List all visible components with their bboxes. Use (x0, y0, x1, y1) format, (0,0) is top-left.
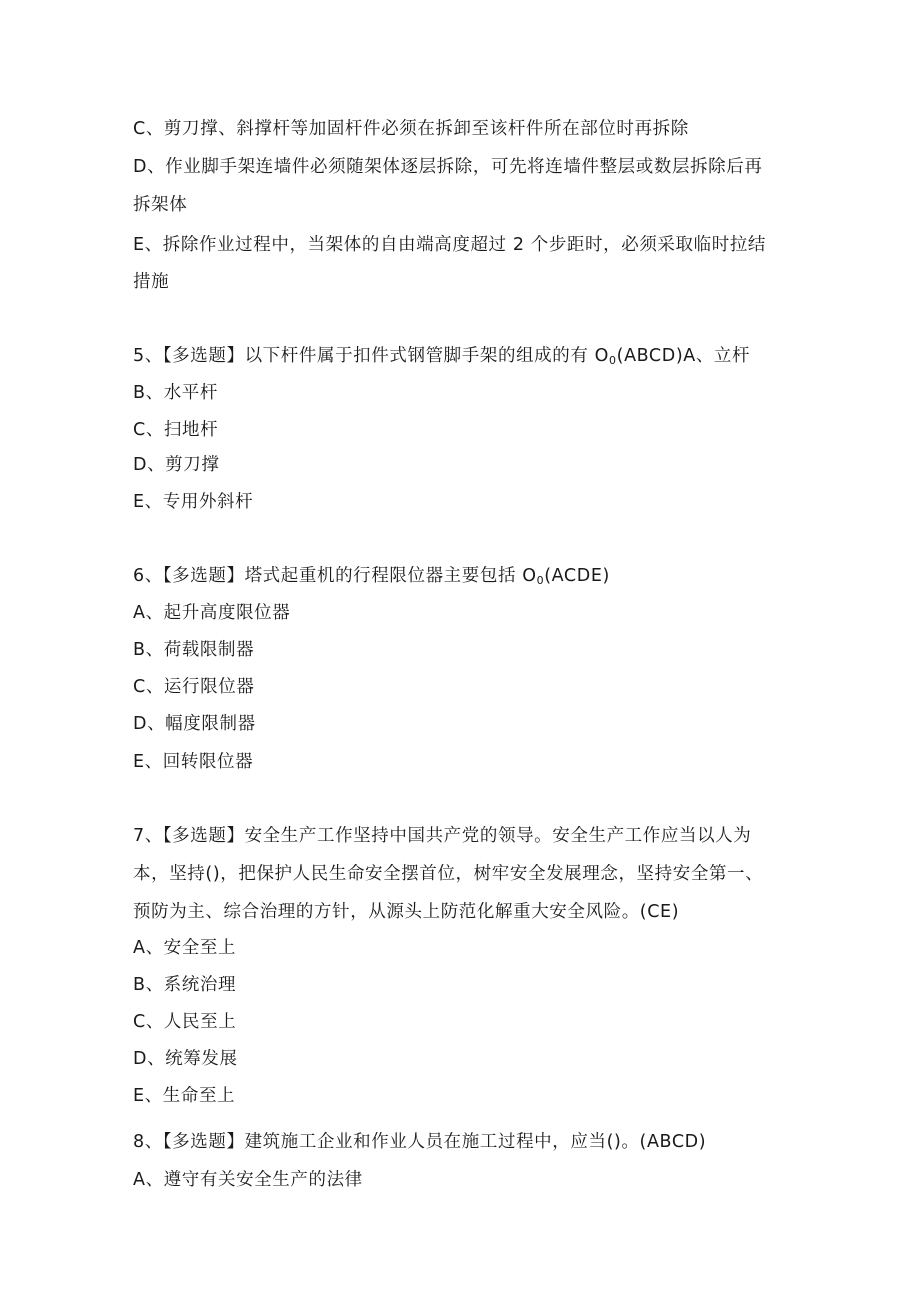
q8-stem: 8、【多选题】建筑施工企业和作业人员在施工过程中，应当()。(ABCD) (133, 1132, 707, 1152)
q8-option-a: A、遵守有关安全生产的法律 (133, 1170, 363, 1190)
q6-option-b: B、荷载限制器 (133, 640, 255, 660)
q7-stem-line1: 7、【多选题】安全生产工作坚持中国共产党的领导。安全生产工作应当以人为 (133, 826, 752, 846)
prev-option-c: C、剪刀撑、斜撑杆等加固杆件必须在拆卸至该杆件所在部位时再拆除 (133, 119, 689, 139)
q7-option-d: D、统筹发展 (133, 1049, 238, 1069)
q6-option-c: C、运行限位器 (133, 677, 255, 697)
q5-stem-pre: 5、【多选题】以下杆件属于扣件式钢管脚手架的组成的有 O (133, 346, 610, 366)
q5-option-c: C、扫地杆 (133, 420, 219, 440)
prev-option-e-line1: E、拆除作业过程中，当架体的自由端高度超过 2 个步距时，必须采取临时拉结 (133, 235, 767, 255)
q7-option-b: B、系统治理 (133, 975, 237, 995)
q7-stem-line3: 预防为主、综合治理的方针，从源头上防范化解重大安全风险。(CE) (133, 902, 680, 922)
q5-option-b: B、水平杆 (133, 383, 219, 403)
q6-stem-sub: 0 (536, 574, 545, 587)
q7-option-c: C、人民至上 (133, 1012, 237, 1032)
q5-option-d: D、剪刀撑 (133, 455, 220, 475)
q5-stem-post: (ABCD)A、立杆 (616, 346, 751, 366)
q6-stem (133, 564, 610, 588)
prev-option-d-line2: 拆架体 (133, 195, 188, 215)
q6-stem-pre: 6、【多选题】塔式起重机的行程限位器主要包括 O (133, 566, 537, 586)
q6-stem-post: (ACDE) (544, 566, 610, 586)
q7-stem-line2: 本，坚持()，把保护人民生命安全摆首位，树牢安全发展理念，坚持安全第一、 (133, 864, 764, 884)
q5-option-e: E、专用外斜杆 (133, 492, 254, 512)
prev-option-d-line1: D、作业脚手架连墙件必须随架体逐层拆除，可先将连墙件整层或数层拆除后再 (133, 157, 763, 177)
q6-option-a: A、起升高度限位器 (133, 603, 291, 623)
q6-option-e: E、回转限位器 (133, 752, 254, 772)
q6-option-d: D、幅度限制器 (133, 714, 256, 734)
q5-stem (133, 344, 750, 368)
q5-stem-sub: 0 (609, 354, 617, 367)
q7-option-a: A、安全至上 (133, 938, 237, 958)
q7-option-e: E、生命至上 (133, 1086, 236, 1106)
prev-option-e-line2: 措施 (133, 272, 170, 292)
